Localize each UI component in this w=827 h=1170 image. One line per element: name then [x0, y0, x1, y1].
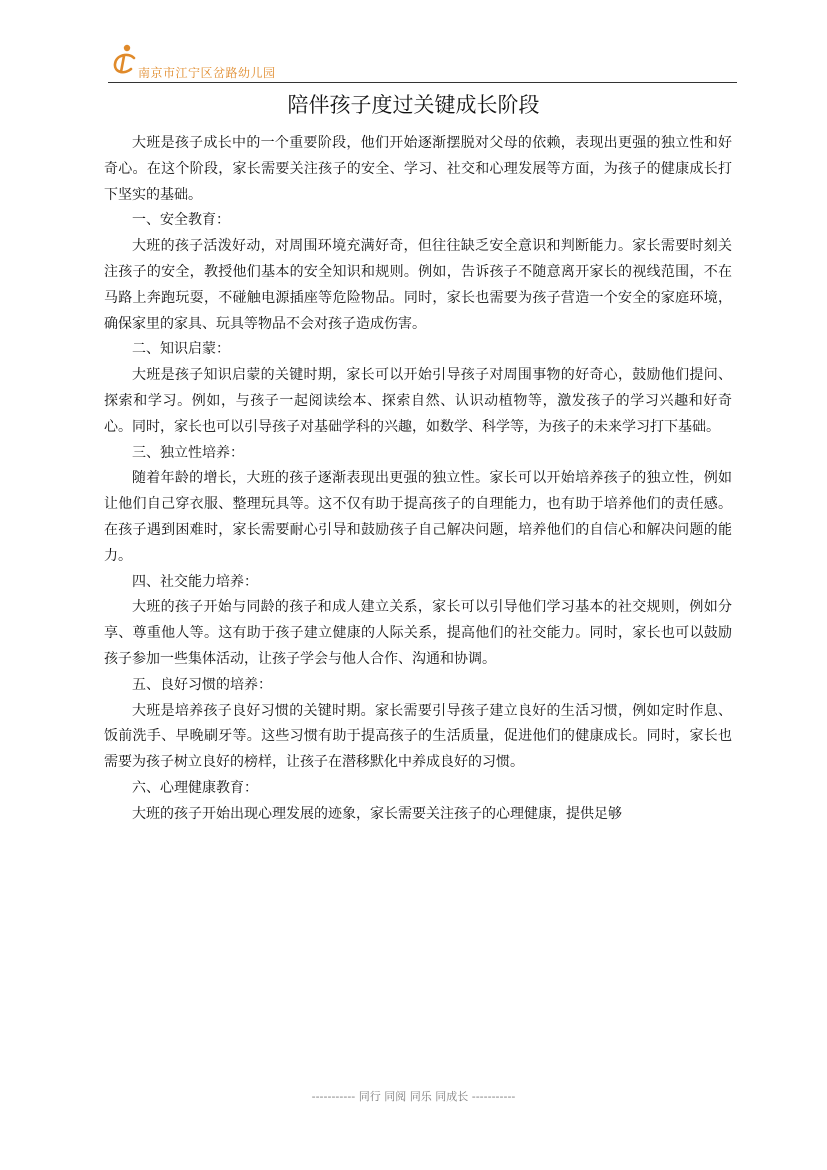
body-paragraph-mental-health: 大班的孩子开始出现心理发展的迹象，家长需要关注孩子的心理健康，提供足够 [132, 805, 622, 822]
section-heading-knowledge: 二、知识启蒙： [132, 341, 230, 358]
header-divider [108, 82, 737, 83]
section-heading-independence: 三、独立性培养： [132, 444, 244, 461]
school-name: 南京市江宁区岔路幼儿园 [138, 66, 276, 80]
section-heading-social: 四、社交能力培养： [132, 573, 258, 590]
section-heading-safety: 一、安全教育： [132, 212, 230, 229]
document-body [104, 131, 732, 828]
document-title: 陪伴孩子度过关键成长阶段 [287, 93, 540, 117]
body-paragraph-habits: 大班是培养孩子良好习惯的关键时期。家长需要引导孩子建立良好的生活习惯，例如定时作息、饭前洗手、早晚刷牙等。这些习惯有助于提高孩子的生活质量，促进他们的健康成长。同时，家长也需要为孩子树立良好的榜样，让孩子在潜移默化中养成良好的习惯。 [104, 702, 732, 771]
body-paragraph-knowledge: 大班是孩子知识启蒙的关键时期，家长可以开始引导孩子对周围事物的好奇心，鼓励他们提问、探索和学习。例如，与孩子一起阅读绘本、探索自然、认识动植物等，激发孩子的学习兴趣和好奇心。同时，家长也可以引导孩子对基础学科的兴趣，如数学、科学等，为孩子的未来学习打下基础。 [104, 367, 732, 435]
page-footer: ----------- 同行 同阅 同乐 同成长 ----------- [311, 1090, 516, 1103]
section-heading-habits: 五、良好习惯的培养： [132, 676, 272, 693]
page-header [108, 42, 737, 84]
body-paragraph-social: 大班的孩子开始与同龄的孩子和成人建立关系，家长可以引导他们学习基本的社交规则，例如分享、尊重他人等。这有助于孩子建立健康的人际关系，提高他们的社交能力。同时，家长也可以鼓励孩子参加一些集体活动，让孩子学会与他人合作、沟通和协调。 [104, 599, 732, 667]
kindergarten-logo-icon [110, 42, 140, 76]
section-heading-mental-health: 六、心理健康教育： [132, 779, 258, 796]
body-paragraph-independence: 随着年龄的增长，大班的孩子逐渐表现出更强的独立性。家长可以开始培养孩子的独立性，例如让他们自己穿衣服、整理玩具等。这不仅有助于提高孩子的自理能力，也有助于培养他们的责任感。在孩子遇到困难时，家长需要耐心引导和鼓励孩子自己解决问题，培养他们的自信心和解决问题的能力。 [104, 470, 732, 564]
body-paragraph-safety: 大班的孩子活泼好动，对周围环境充满好奇，但往往缺乏安全意识和判断能力。家长需要时刻关注孩子的安全，教授他们基本的安全知识和规则。例如，告诉孩子不随意离开家长的视线范围，不在马路上奔跑玩耍，不碰触电源插座等危险物品。同时，家长也需要为孩子营造一个安全的家庭环境，确保家里的家具、玩具等物品不会对孩子造成伤害。 [104, 238, 732, 332]
intro-paragraph: 大班是孩子成长中的一个重要阶段，他们开始逐渐摆脱对父母的依赖，表现出更强的独立性和好奇心。在这个阶段，家长需要关注孩子的安全、学习、社交和心理发展等方面，为孩子的健康成长打下坚实的基础。 [104, 135, 732, 203]
